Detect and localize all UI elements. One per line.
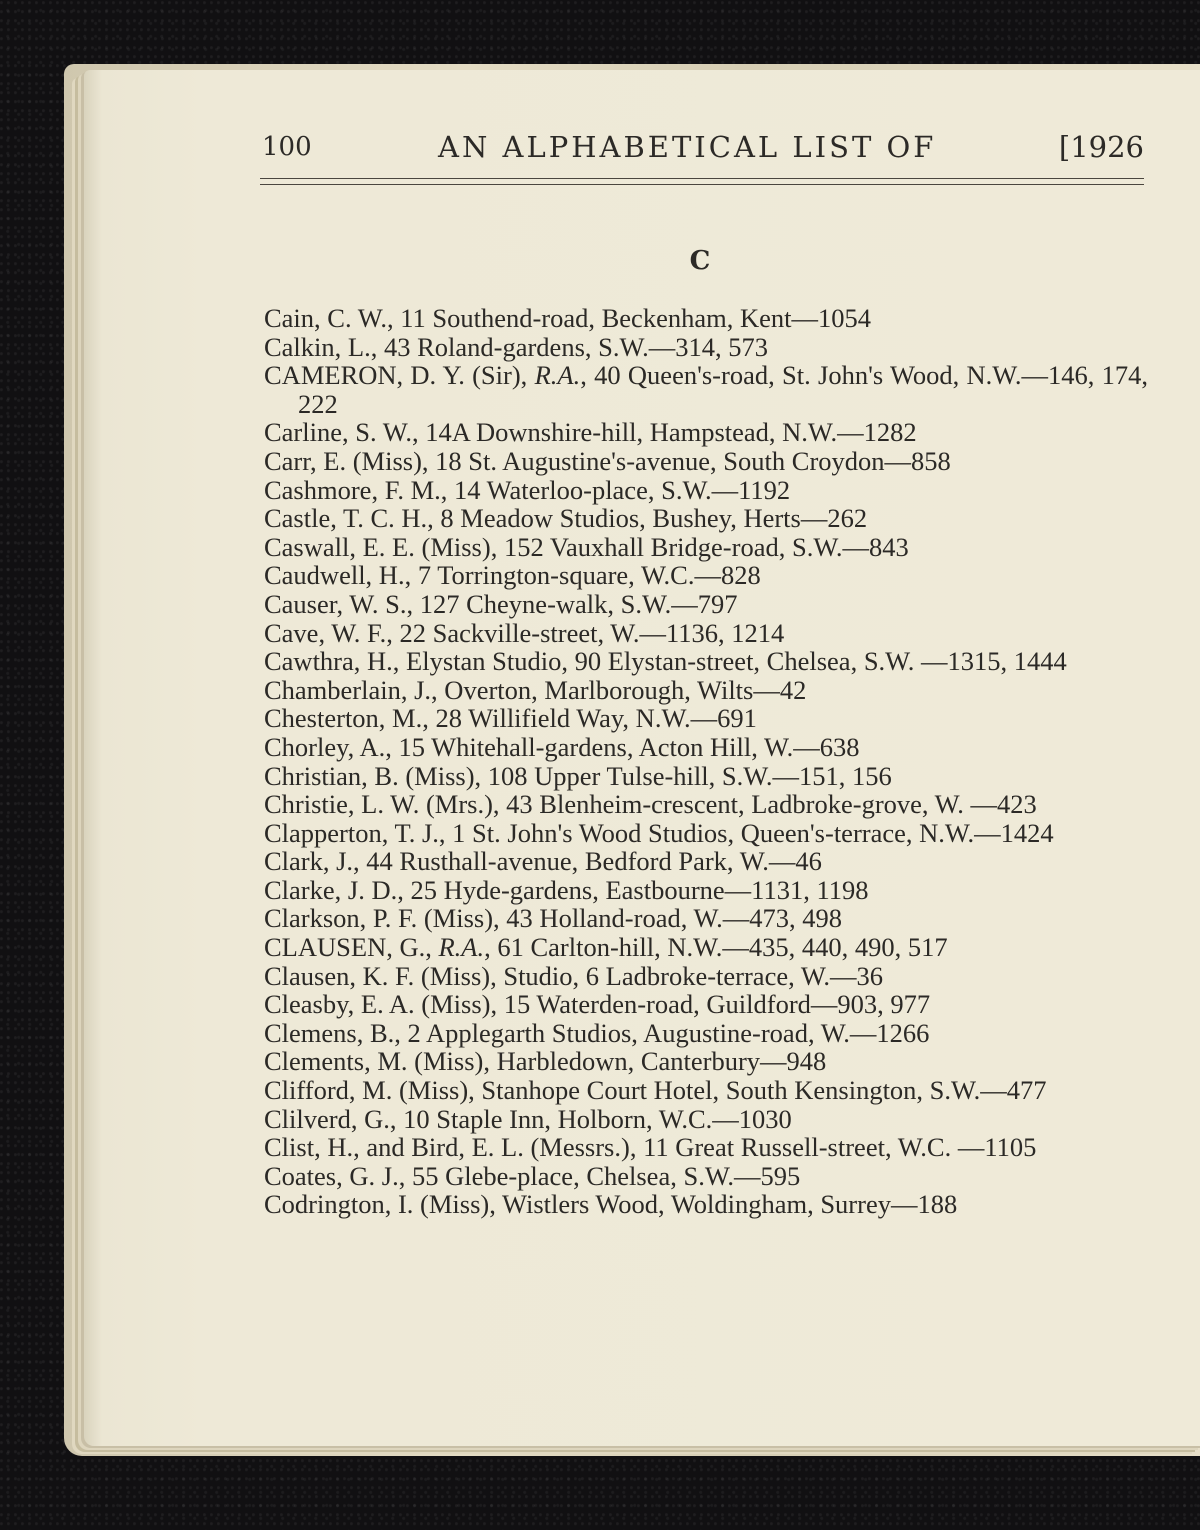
list-item: Coates, G. J., 55 Glebe-place, Chelsea, S.W.—595 bbox=[264, 1160, 801, 1191]
list-item: Cashmore, F. M., 14 Waterloo-place, S.W.—1192 bbox=[264, 474, 791, 505]
list-item: Carline, S. W., 14A Downshire-hill, Hampstead, N.W.—1282 bbox=[264, 417, 917, 448]
header-rule-bottom bbox=[260, 184, 1144, 185]
list-item: Cawthra, H., Elystan Studio, 90 Elystan-street, Chelsea, S.W. —1315, 1444 bbox=[264, 646, 1067, 677]
list-item: Clark, J., 44 Rusthall-avenue, Bedford Park, W.—46 bbox=[264, 846, 822, 877]
entry-details: , 61 Carlton-hill, N.W.—435, 440, 490, 517 bbox=[484, 932, 948, 963]
list-item: Carr, E. (Miss), 18 St. Augustine's-avenue, South Croydon—858 bbox=[264, 445, 951, 476]
list-item: Christie, L. W. (Mrs.), 43 Blenheim-crescent, Ladbroke-grove, W. —423 bbox=[264, 789, 1037, 820]
list-item: Clist, H., and Bird, E. L. (Messrs.), 11 Great Russell-street, W.C. —1105 bbox=[264, 1132, 1037, 1163]
section-letter: C bbox=[689, 246, 711, 276]
entry-name: CLAUSEN, G., bbox=[264, 932, 439, 963]
list-item: Clilverd, G., 10 Staple Inn, Holborn, W.C.—1030 bbox=[264, 1103, 792, 1134]
artist-list bbox=[264, 304, 1148, 1219]
list-item: Calkin, L., 43 Roland-gardens, S.W.—314, 573 bbox=[264, 331, 768, 362]
entry-title: R.A. bbox=[534, 360, 581, 391]
list-item: Clausen, K. F. (Miss), Studio, 6 Ladbroke-terrace, W.—36 bbox=[264, 960, 884, 991]
list-item: Cain, C. W., 11 Southend-road, Beckenham, Kent—1054 bbox=[264, 303, 871, 333]
list-item: Caswall, E. E. (Miss), 152 Vauxhall Bridge-road, S.W.—843 bbox=[264, 531, 909, 562]
list-item: Cave, W. F., 22 Sackville-street, W.—1136, 1214 bbox=[264, 617, 785, 648]
list-item: Chesterton, M., 28 Willifield Way, N.W.—691 bbox=[264, 703, 757, 734]
year-label: [1926 bbox=[1058, 130, 1144, 164]
entry-details: , 40 Queen's-road, St. John's Wood, N.W.—146, 174, 222 bbox=[298, 360, 1149, 419]
list-item: Chamberlain, J., Overton, Marlborough, Wilts—42 bbox=[264, 674, 807, 705]
page-number: 100 bbox=[262, 132, 312, 162]
list-item: Clarke, J. D., 25 Hyde-gardens, Eastbourne—1131, 1198 bbox=[264, 874, 869, 905]
list-item bbox=[264, 361, 1148, 418]
header-rule-top bbox=[260, 178, 1144, 179]
list-item: Caudwell, H., 7 Torrington-square, W.C.—828 bbox=[264, 560, 761, 591]
entry-name: CAMERON, D. Y. (Sir), bbox=[264, 360, 535, 391]
list-item: Clements, M. (Miss), Harbledown, Canterbury—948 bbox=[264, 1046, 827, 1077]
list-item: Christian, B. (Miss), 108 Upper Tulse-hill, S.W.—151, 156 bbox=[264, 760, 892, 791]
list-item: Causer, W. S., 127 Cheyne-walk, S.W.—797 bbox=[264, 588, 738, 619]
list-item: Clifford, M. (Miss), Stanhope Court Hotel, South Kensington, S.W.—477 bbox=[264, 1075, 1047, 1106]
list-item: Clemens, B., 2 Applegarth Studios, Augustine-road, W.—1266 bbox=[264, 1017, 930, 1048]
running-title: AN ALPHABETICAL LIST OF bbox=[438, 130, 937, 164]
list-item: Chorley, A., 15 Whitehall-gardens, Acton Hill, W.—638 bbox=[264, 731, 860, 762]
list-item: Castle, T. C. H., 8 Meadow Studios, Bushey, Herts—262 bbox=[264, 503, 868, 534]
list-item: Clapperton, T. J., 1 St. John's Wood Studios, Queen's-terrace, N.W.—1424 bbox=[264, 817, 1054, 848]
running-header bbox=[262, 128, 1144, 172]
list-item: Codrington, I. (Miss), Wistlers Wood, Woldingham, Surrey—188 bbox=[264, 1189, 958, 1220]
list-item: Clarkson, P. F. (Miss), 43 Holland-road, W.—473, 498 bbox=[264, 903, 842, 934]
list-item bbox=[264, 933, 1148, 962]
list-item: Cleasby, E. A. (Miss), 15 Waterden-road, Guildford—903, 977 bbox=[264, 989, 931, 1020]
entry-title: R.A. bbox=[438, 932, 485, 963]
